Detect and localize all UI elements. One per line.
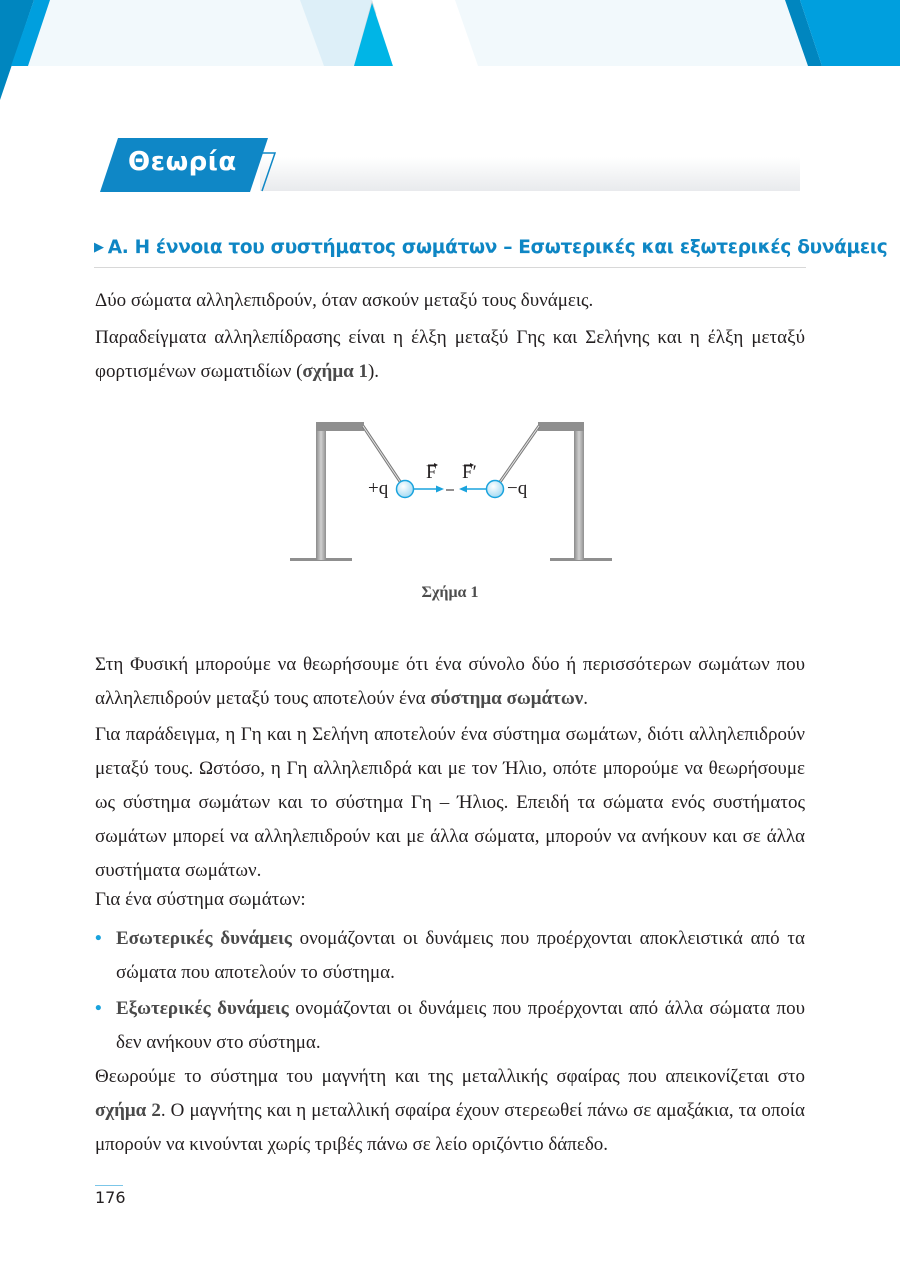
text: Θεωρούμε το σύστημα του μαγνήτη και της μεταλλικής σφαίρας που απεικονίζεται στο [95,1066,805,1087]
bullet-internal-forces [95,922,805,990]
section-divider [94,267,806,268]
figure-1-caption: Σχήμα 1 [421,584,479,601]
text: ονομάζονται οι δυνάμεις που προέρχονται αποκλειστικά από τα σώματα που αποτελούν το σύστημα. [116,928,805,983]
tab-shadow-bar [260,157,800,191]
header-decoration [0,0,900,110]
figure-reference: σχήμα 1 [302,361,368,382]
theory-section-tab [100,137,800,192]
force-arrow-f [414,486,444,493]
paragraph-interaction-examples [95,321,805,389]
text: ). [367,361,380,382]
key-term: Εσωτερικές δυνάμεις [116,928,292,949]
negative-charge-sphere [487,481,504,498]
paragraph-for-a-system: Για ένα σύστημα σωμάτων: [95,889,306,910]
bullet-external-forces [95,992,805,1060]
paragraph-earth-moon-example: Για παράδειγμα, η Γη και η Σελήνη αποτελούν ένα σύστημα σωμάτων, διότι αλληλεπιδρούν μεταξύ τους. Ωστόσο, η Γη αλληλεπιδρά και με τον Ήλιο, οπότε μπορούμε να θεωρήσουμε ως σύστημα σωμάτων και το σύστημα Γη – Ήλιος. Επειδή τα σώματα ενός συστήματος σωμάτων μπορεί να αλληλεπιδρούν και με άλλα σώματα, μπορούν να ανήκουν και σε άλλα συστήματα σωμάτων. [95,724,805,881]
key-term: Εξωτερικές δυνάμεις [116,998,289,1019]
paragraph-magnet-system [95,1060,805,1162]
text: Στη Φυσική μπορούμε να θεωρήσουμε ότι ένα σύνολο δύο ή περισσότερων σωμάτων που αλληλεπιδρούν μεταξύ τους αποτελούν ένα [95,654,805,709]
text: ονομάζονται οι δυνάμεις που προέρχονται από άλλα σώματα που δεν ανήκουν στο σύστημα. [116,998,805,1053]
theory-label: Θεωρία [128,147,237,177]
triangle-bullet-icon: ▶ [94,240,104,255]
section-heading-text: Α. Η έννοια του συστήματος σωμάτων – Εσωτερικές και εξωτερικές δυνάμεις [107,237,888,258]
bullet-dot-icon: • [95,998,102,1019]
force-arrow-f-prime [459,486,487,493]
force-f-prime-label: F′ [462,462,477,483]
bullet-dot-icon: • [95,928,102,949]
text: . Ο μαγνήτης και η μεταλλική σφαίρα έχουν στερεωθεί πάνω σε αμαξάκια, τα οποία μπορούν να κινούνται χωρίς τριβές πάνω σε λείο οριζόντιο δάπεδο. [95,1100,805,1155]
text: . [583,688,589,709]
page-number: 176 [95,1188,126,1207]
force-f-label: F [426,462,437,483]
text: Παραδείγματα αλληλεπίδρασης είναι η έλξη μεταξύ Γης και Σελήνης και η έλξη μεταξύ φορτισμένων σωματιδίων ( [95,327,805,382]
right-charge-label: −q [507,478,528,499]
section-heading [94,237,888,258]
positive-charge-sphere [397,481,414,498]
left-charge-label: +q [368,478,389,499]
paragraph-interaction-definition: Δύο σώματα αλληλεπιδρούν, όταν ασκούν μεταξύ τους δυνάμεις. [95,290,594,311]
paragraph-system-definition [95,648,805,716]
key-term: σύστημα σωμάτων [430,688,584,709]
page-number-rule [95,1185,123,1186]
figure-1-charged-spheres [280,410,620,610]
figure-reference: σχήμα 2 [95,1100,161,1121]
